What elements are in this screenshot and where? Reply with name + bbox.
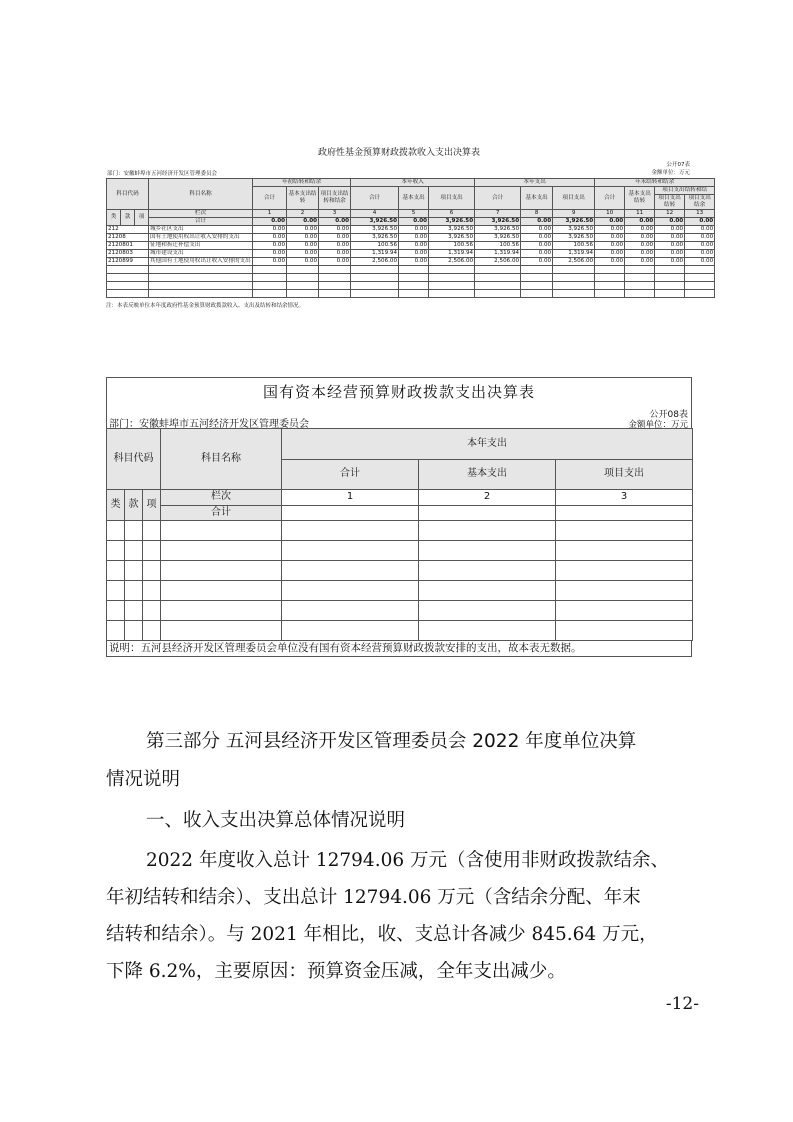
- table1-h-lei: 类: [107, 210, 121, 226]
- row-value: 0.00: [287, 258, 319, 266]
- row-value: 100.56: [475, 242, 521, 250]
- table1-grid: [106, 178, 715, 298]
- table1-h-kuan: 款: [121, 210, 135, 226]
- row-value: 0.00: [625, 226, 655, 234]
- table1-h-basic-carry-end: 基本支出结转: [625, 187, 655, 210]
- row-value: 0.00: [685, 234, 715, 242]
- row-value: 100.56: [351, 242, 399, 250]
- row-value: 0.00: [595, 258, 625, 266]
- row-value: 1,319.94: [351, 250, 399, 258]
- table2-total-label: 合计: [161, 505, 282, 521]
- row-value: 0.00: [319, 234, 351, 242]
- row-value: 0.00: [287, 242, 319, 250]
- table1-h-name: 科目名称: [149, 179, 253, 210]
- row-value: 0.00: [685, 242, 715, 250]
- page-number: -12-: [665, 994, 699, 1014]
- table1-h-lanci: 栏次: [149, 210, 253, 218]
- row-code: 2120801: [107, 242, 149, 250]
- table-row: [107, 226, 715, 234]
- row-value: 0.00: [595, 234, 625, 242]
- empty-row: [107, 561, 693, 581]
- row-value: 0.00: [253, 250, 287, 258]
- empty-row: [107, 266, 715, 274]
- row-value: 0.00: [521, 226, 553, 234]
- total-cell: 0.00: [685, 218, 715, 226]
- row-value: 0.00: [685, 226, 715, 234]
- row-name: 城市建设支出: [149, 250, 253, 258]
- table1-h-total: 合计: [595, 187, 625, 210]
- row-name: 国有土地使用权出让收入安排的支出: [149, 234, 253, 242]
- row-value: 2,506.00: [553, 258, 595, 266]
- row-value: 0.00: [521, 258, 553, 266]
- total-cell: 0.00: [521, 218, 553, 226]
- table-row: [107, 250, 715, 258]
- row-value: 2,506.00: [429, 258, 475, 266]
- table1-title: 政府性基金预算财政拨款收入支出决算表: [317, 148, 480, 158]
- lanci-cell: 4: [351, 210, 399, 218]
- paragraph-line: 结转和结余）。与 2021 年相比，收、支总计各减少 845.64 万元，: [106, 924, 658, 945]
- row-value: 0.00: [595, 242, 625, 250]
- lanci-cell: 1: [282, 490, 419, 506]
- row-value: 0.00: [287, 226, 319, 234]
- section-heading: 第三部分 五河县经济开发区管理委员会 2022 年度单位决算: [146, 731, 637, 752]
- row-value: 0.00: [625, 234, 655, 242]
- row-value: 0.00: [655, 226, 685, 234]
- table2-h-code: 科目代码: [107, 429, 161, 490]
- row-value: 1,319.94: [475, 250, 521, 258]
- government-fund-table: [106, 146, 714, 309]
- row-value: 0.00: [253, 242, 287, 250]
- table1-h-proj-carry-end: 项目支出结转: [655, 195, 685, 210]
- row-value: 0.00: [399, 234, 429, 242]
- empty-row: [107, 290, 715, 298]
- table2-h-kuan: 款: [125, 490, 143, 521]
- lanci-cell: 13: [685, 210, 715, 218]
- lanci-cell: 9: [553, 210, 595, 218]
- row-code: 2120899: [107, 258, 149, 266]
- table1-dept: 部门：安徽蚌埠市五河经济开发区管理委员会: [107, 171, 218, 177]
- row-name: 其他国有土地使用权出让收入安排的支出: [150, 258, 251, 264]
- table1-h-proj: 项目支出: [553, 187, 595, 210]
- row-value: 2,506.00: [351, 258, 399, 266]
- table1-h-total: 合计: [351, 187, 399, 210]
- lanci-cell: 3: [556, 490, 693, 506]
- total-cell: 0.00: [319, 218, 351, 226]
- table2-h-name: 科目名称: [161, 429, 282, 490]
- row-value: 0.00: [625, 242, 655, 250]
- row-value: 0.00: [655, 234, 685, 242]
- row-value: 3,926.50: [429, 234, 475, 242]
- row-value: 0.00: [625, 258, 655, 266]
- table2-h-xiang: 项: [143, 490, 161, 521]
- empty-row: [107, 541, 693, 561]
- empty-row: [107, 601, 693, 621]
- row-value: 1,319.94: [429, 250, 475, 258]
- row-value: 0.00: [253, 234, 287, 242]
- total-cell: 0.00: [253, 218, 287, 226]
- row-value: 1,319.94: [553, 250, 595, 258]
- table1-h-expense: 本年支出: [475, 179, 595, 187]
- table1-h-proj: 项目支出: [429, 187, 475, 210]
- row-value: 0.00: [253, 226, 287, 234]
- row-value: 0.00: [399, 250, 429, 258]
- lanci-cell: 3: [319, 210, 351, 218]
- row-code: 2120803: [107, 250, 149, 258]
- row-value: 0.00: [399, 258, 429, 266]
- table1-h-begin: 年初结转和结余: [253, 179, 351, 187]
- total-cell: 0.00: [287, 218, 319, 226]
- total-cell: 3,926.50: [475, 218, 521, 226]
- table2-title: 国有资本经营预算财政拨款支出决算表: [106, 377, 692, 406]
- lanci-cell: 12: [655, 210, 685, 218]
- table1-note: 注：本表反映单位本年度政府性基金预算财政拨款收入、支出及结转和结余情况。: [106, 303, 305, 309]
- row-value: 0.00: [521, 234, 553, 242]
- table2-h-expense: 本年支出: [282, 429, 693, 460]
- row-value: 0.00: [685, 250, 715, 258]
- row-value: 2,506.00: [475, 258, 521, 266]
- empty-row: [107, 581, 693, 601]
- row-value: 0.00: [521, 242, 553, 250]
- table1-h-proj-surplus-end: 项目支出结余: [685, 195, 715, 210]
- total-cell: 0.00: [625, 218, 655, 226]
- empty-row: [107, 274, 715, 282]
- total-cell: 0.00: [595, 218, 625, 226]
- row-code: 21208: [107, 234, 149, 242]
- total-cell: 3,926.50: [351, 218, 399, 226]
- table1-code: 公开07表: [666, 162, 690, 168]
- table2-unit: 金额单位：万元: [628, 420, 688, 430]
- empty-row: [107, 282, 715, 290]
- state-capital-table: [106, 377, 692, 657]
- table1-h-total: 合计: [253, 187, 287, 210]
- row-value: 0.00: [319, 242, 351, 250]
- table1-h-proj-end: 项目支出结转和结: [655, 187, 715, 195]
- empty-cell: [556, 505, 693, 521]
- row-value: 0.00: [319, 258, 351, 266]
- table1-h-total: 合计: [475, 187, 521, 210]
- row-value: 3,926.50: [429, 226, 475, 234]
- row-value: 0.00: [625, 250, 655, 258]
- table2-h-proj: 项目支出: [556, 459, 693, 490]
- subsection-heading: 一、收入支出决算总体情况说明: [146, 810, 406, 831]
- row-value: 100.56: [553, 242, 595, 250]
- total-cell: 3,926.50: [429, 218, 475, 226]
- empty-row: [107, 621, 693, 641]
- table2-code: 公开08表: [649, 410, 688, 420]
- total-cell: 0.00: [399, 218, 429, 226]
- row-value: 3,926.50: [351, 226, 399, 234]
- empty-row: [107, 521, 693, 541]
- table1-total-label: 合计: [149, 218, 253, 226]
- row-value: 100.56: [429, 242, 475, 250]
- table2-note: 说明：五河县经济开发区管理委员会单位没有国有资本经营预算财政拨款安排的支出，故本表无数据。: [106, 641, 692, 657]
- row-value: 3,926.50: [475, 234, 521, 242]
- table2-body: [107, 521, 693, 641]
- row-name: 城乡社区支出: [149, 226, 253, 234]
- row-value: 3,926.50: [553, 234, 595, 242]
- table-row: [107, 234, 715, 242]
- table2-h-lei: 类: [107, 490, 125, 521]
- row-value: 0.00: [655, 250, 685, 258]
- table1-h-income: 本年收入: [351, 179, 475, 187]
- lanci-cell: 6: [429, 210, 475, 218]
- row-value: 0.00: [287, 250, 319, 258]
- table1-h-basic: 基本支出: [521, 187, 553, 210]
- table-row: [107, 258, 715, 266]
- row-value: 0.00: [399, 226, 429, 234]
- total-cell: 0.00: [655, 218, 685, 226]
- row-value: 3,926.50: [553, 226, 595, 234]
- lanci-cell: 10: [595, 210, 625, 218]
- row-value: 0.00: [253, 258, 287, 266]
- table1-unit: 金额单位：万元: [651, 170, 690, 176]
- lanci-cell: 2: [287, 210, 319, 218]
- row-value: 0.00: [685, 258, 715, 266]
- row-value: 0.00: [319, 226, 351, 234]
- table1-h-code: 科目代码: [107, 179, 149, 210]
- table2-h-total: 合计: [282, 459, 419, 490]
- table2-grid: [106, 428, 693, 641]
- lanci-cell: 11: [625, 210, 655, 218]
- row-value: 3,926.50: [351, 234, 399, 242]
- row-value: 0.00: [595, 250, 625, 258]
- table1-h-end: 年末结转和结余: [595, 179, 715, 187]
- table1-h-basic: 基本支出: [399, 187, 429, 210]
- row-value: 0.00: [319, 250, 351, 258]
- empty-cell: [419, 505, 556, 521]
- row-value: 0.00: [521, 250, 553, 258]
- row-name: 征地和拆迁补偿支出: [149, 242, 253, 250]
- table1-h-xiang: 项: [135, 210, 149, 226]
- paragraph-line: 下降 6.2%，主要原因：预算资金压减，全年支出减少。: [106, 961, 566, 982]
- table-row: [107, 242, 715, 250]
- lanci-cell: 5: [399, 210, 429, 218]
- table2-dept: 部门：安徽蚌埠市五河经济开发区管理委员会: [109, 419, 309, 430]
- row-value: 3,926.50: [475, 226, 521, 234]
- table1-h-proj-carry: 项目支出结转和结余: [319, 187, 351, 210]
- row-value: 0.00: [399, 242, 429, 250]
- lanci-cell: 8: [521, 210, 553, 218]
- total-cell: 3,926.50: [553, 218, 595, 226]
- section-heading-cont: 情况说明: [106, 769, 181, 790]
- row-value: 0.00: [287, 234, 319, 242]
- table1-h-basic-carry: 基本支出结转: [287, 187, 319, 210]
- row-code: 212: [107, 226, 149, 234]
- paragraph-line: 年初结转和结余）、支出总计 12794.06 万元（含结余分配、年末: [106, 887, 641, 908]
- table2-h-basic: 基本支出: [419, 459, 556, 490]
- lanci-cell: 2: [419, 490, 556, 506]
- empty-cell: [282, 505, 419, 521]
- lanci-cell: 1: [253, 210, 287, 218]
- row-value: 0.00: [595, 226, 625, 234]
- table1-body: [107, 226, 715, 298]
- row-value: 0.00: [655, 258, 685, 266]
- lanci-cell: 7: [475, 210, 521, 218]
- table2-h-lanci: 栏次: [161, 490, 282, 506]
- row-value: 0.00: [655, 242, 685, 250]
- paragraph-line: 2022 年度收入总计 12794.06 万元（含使用非财政拨款结余、: [146, 850, 669, 871]
